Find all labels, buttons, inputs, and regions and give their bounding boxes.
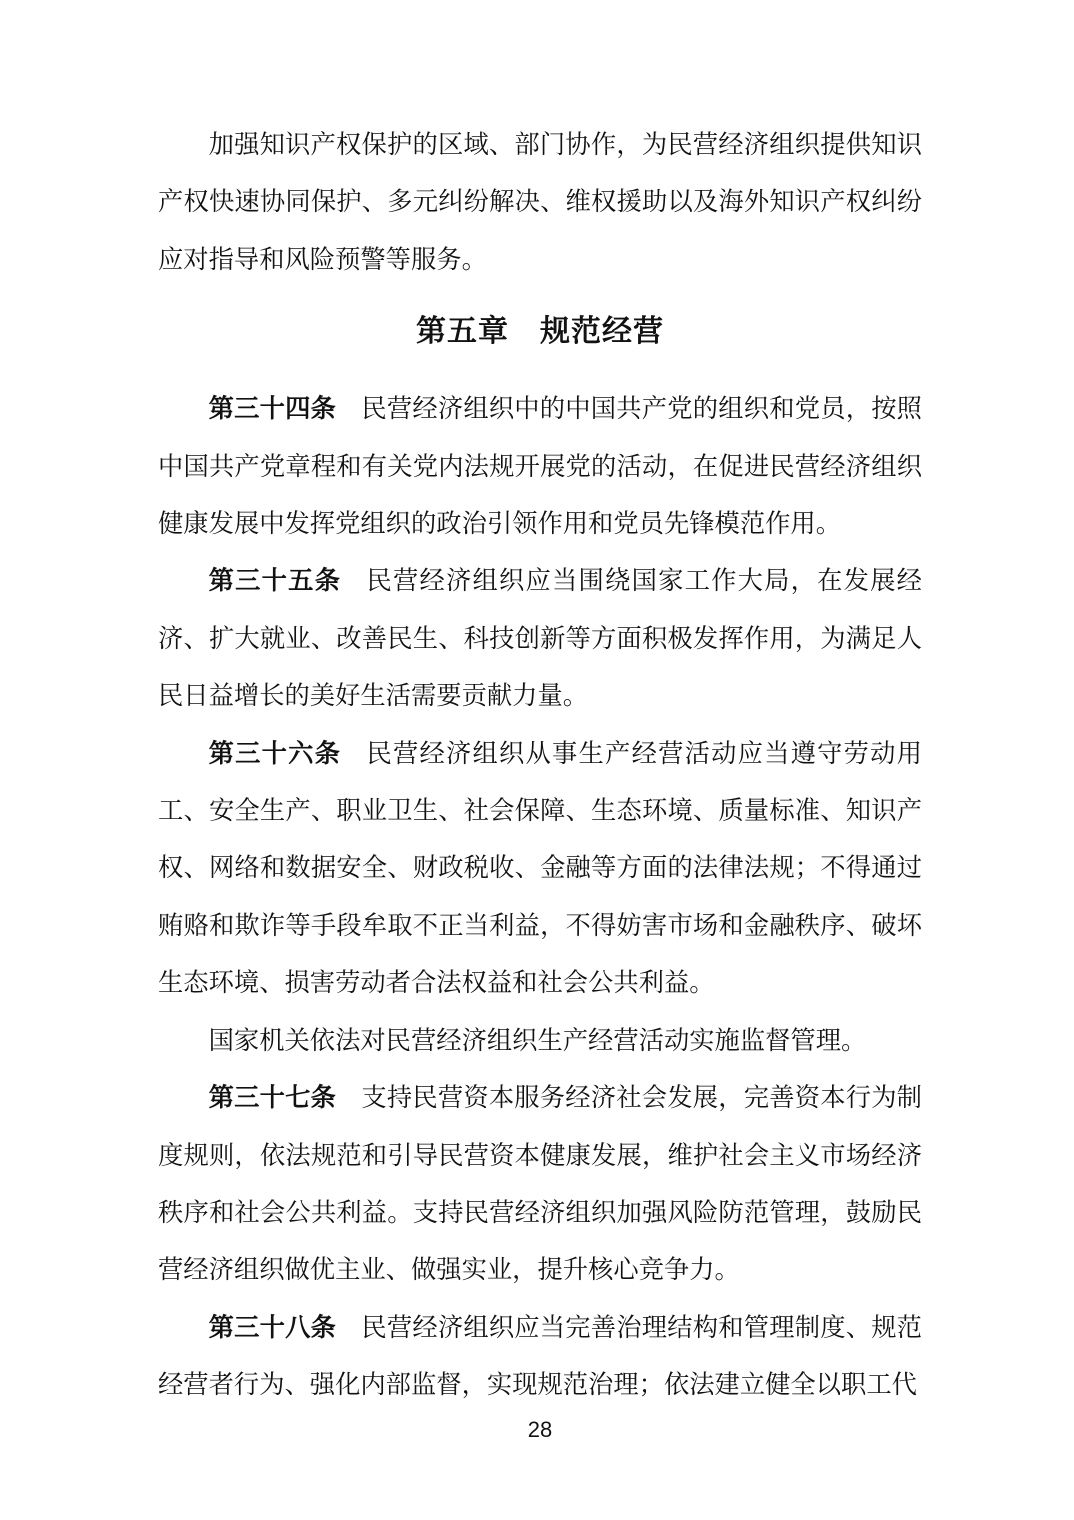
article-34-number: 第三十四条 bbox=[208, 395, 337, 424]
article-35-text: 民营经济组织应当围绕国家工作大局，在发展经济、扩大就业、改善民生、科技创新等方面积极发挥作用，为满足人民日益增长的美好生活需要贡献力量。 bbox=[158, 567, 922, 711]
article-36-number: 第三十六条 bbox=[208, 739, 342, 768]
article-37-number: 第三十七条 bbox=[208, 1084, 337, 1113]
article-34-text: 民营经济组织中的中国共产党的组织和党员，按照中国共产党章程和有关党内法规开展党的活动，在促进民营经济组织健康发展中发挥党组织的政治引领作用和党员先锋模范作用。 bbox=[158, 395, 922, 539]
article-35-paragraph bbox=[158, 553, 922, 725]
article-34-paragraph bbox=[158, 381, 922, 553]
article-36-text: 民营经济组织从事生产经营活动应当遵守劳动用工、安全生产、职业卫生、社会保障、生态环境、质量标准、知识产权、网络和数据安全、财政税收、金融等方面的法律法规；不得通过贿赂和欺诈等手段牟取不正当利益，不得妨害市场和金融秩序、破坏生态环境、损害劳动者合法权益和社会公共利益。 bbox=[158, 739, 922, 998]
article-36-supplement-paragraph: 国家机关依法对民营经济组织生产经营活动实施监督管理。 bbox=[208, 1026, 867, 1055]
article-36-paragraph bbox=[158, 726, 922, 1013]
article-37-text: 支持民营资本服务经济社会发展，完善资本行为制度规则，依法规范和引导民营资本健康发展，维护社会主义市场经济秩序和社会公共利益。支持民营经济组织加强风险防范管理，鼓励民营经济组织做优主业、做强实业，提升核心竞争力。 bbox=[158, 1084, 922, 1285]
article-38-paragraph bbox=[158, 1300, 922, 1415]
intro-paragraph: 加强知识产权保护的区域、部门协作，为民营经济组织提供知识产权快速协同保护、多元纠纷解决、维权援助以及海外知识产权纠纷应对指导和风险预警等服务。 bbox=[158, 131, 922, 274]
page-number: 28 bbox=[527, 1416, 553, 1442]
chapter-heading: 第五章 规范经营 bbox=[416, 315, 664, 349]
article-38-number: 第三十八条 bbox=[208, 1313, 337, 1342]
article-38-text: 民营经济组织应当完善治理结构和管理制度、规范经营者行为、强化内部监督，实现规范治理；依法建立健全以职工代 bbox=[158, 1313, 922, 1400]
article-35-number: 第三十五条 bbox=[208, 567, 342, 596]
article-37-paragraph bbox=[158, 1070, 922, 1300]
